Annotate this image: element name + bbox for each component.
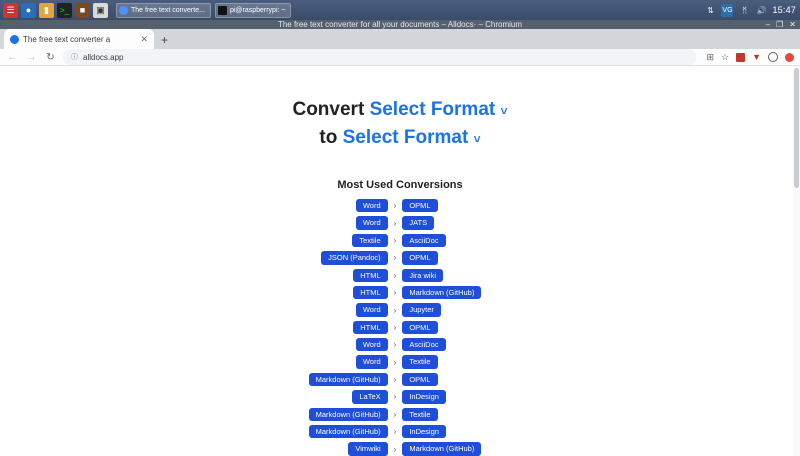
conversion-from-chip[interactable]: Word <box>356 216 388 229</box>
app-icon-1[interactable]: ■ <box>75 3 90 18</box>
conversion-row <box>306 286 495 299</box>
conversion-to-cell <box>402 425 494 438</box>
conversion-from-cell <box>306 390 388 403</box>
browser-toolbar <box>0 49 800 66</box>
conversion-to-cell <box>402 216 494 229</box>
chromium-icon <box>119 6 128 15</box>
app-icon-2[interactable]: ▣ <box>93 3 108 18</box>
convert-label: Convert <box>292 99 365 120</box>
taskbar-task-terminal[interactable] <box>215 3 292 18</box>
bookmark-star-icon[interactable]: ☆ <box>721 51 730 62</box>
conversion-from-chip[interactable]: HTML <box>353 321 387 334</box>
conversion-to-cell <box>402 199 494 212</box>
conversion-to-chip[interactable]: OPML <box>402 251 437 264</box>
cpu-badge[interactable]: VG <box>721 4 733 17</box>
to-label: to <box>319 126 338 148</box>
shield-icon[interactable]: ▼ <box>752 52 761 62</box>
headline-line-2 <box>0 124 800 152</box>
conversion-to-chip[interactable]: OPML <box>402 321 437 334</box>
conversion-to-cell <box>402 442 494 455</box>
chevron-right-icon: › <box>393 236 397 246</box>
bluetooth-icon[interactable]: ᛗ <box>742 5 747 15</box>
conversion-from-chip[interactable]: Vimwiki <box>348 442 387 455</box>
menu-icon[interactable]: ☰ <box>3 3 18 18</box>
conversion-from-cell <box>306 373 388 386</box>
window-controls <box>766 20 796 29</box>
tab-favicon-icon <box>10 35 19 44</box>
conversion-from-cell <box>306 216 388 229</box>
chevron-right-icon: › <box>393 322 397 332</box>
conversion-row <box>306 199 495 212</box>
window-title: The free text converter for all your documents – Alldocs· – Chromium <box>277 20 523 29</box>
toolbar-actions <box>706 52 794 63</box>
conversion-from-cell <box>306 303 388 316</box>
conversion-from-cell <box>306 338 388 351</box>
chevron-down-icon[interactable]: ˅ <box>500 104 508 118</box>
terminal-icon[interactable]: >_ <box>57 3 72 18</box>
chevron-right-icon: › <box>393 444 397 454</box>
tabstrip <box>0 29 800 49</box>
chevron-right-icon: › <box>393 409 397 419</box>
conversion-from-chip[interactable]: Word <box>356 199 388 212</box>
conversion-row <box>306 373 495 386</box>
volume-icon[interactable]: 🔊 <box>756 5 767 15</box>
conversion-from-chip[interactable]: Markdown (GitHub) <box>309 425 388 438</box>
chevron-right-icon: › <box>393 392 397 402</box>
conversion-from-cell <box>306 199 388 212</box>
conversion-from-cell <box>306 355 388 368</box>
from-format-select[interactable]: Select Format <box>369 99 496 120</box>
maximize-button[interactable]: ❐ <box>776 20 784 29</box>
taskbar-tray <box>704 0 796 20</box>
chevron-right-icon: › <box>393 357 397 367</box>
conversion-row <box>306 269 495 282</box>
taskbar-window-list <box>116 3 291 18</box>
page-content <box>0 66 800 456</box>
chevron-right-icon: › <box>393 288 397 298</box>
conversion-from-cell <box>306 425 388 438</box>
conversion-to-chip[interactable]: JATS <box>402 216 434 229</box>
forward-icon[interactable]: → <box>26 51 37 63</box>
conversion-row <box>306 425 495 438</box>
chevron-right-icon: › <box>393 375 397 385</box>
conversion-from-chip[interactable]: Markdown (GitHub) <box>309 373 388 386</box>
conversion-from-cell <box>306 321 388 334</box>
lock-icon: ⓘ <box>71 54 78 61</box>
most-used-heading: Most Used Conversions <box>337 179 463 192</box>
chevron-right-icon: › <box>393 427 397 437</box>
conversion-from-chip[interactable]: Word <box>356 355 388 368</box>
conversion-to-chip[interactable]: Textile <box>402 355 437 368</box>
conversion-to-cell <box>402 373 494 386</box>
taskbar-task-browser[interactable] <box>116 3 211 18</box>
conversion-to-cell <box>402 303 494 316</box>
conversion-row <box>306 442 495 455</box>
to-format-select[interactable]: Select Format <box>342 126 469 148</box>
conversion-from-chip[interactable]: Textile <box>352 234 387 247</box>
conversion-from-cell <box>306 269 388 282</box>
file-manager-icon[interactable]: ▮ <box>39 3 54 18</box>
conversion-to-cell <box>402 338 494 351</box>
conversion-to-chip[interactable]: InDesign <box>402 390 446 403</box>
conversion-from-chip[interactable]: HTML <box>353 269 387 282</box>
new-tab-button[interactable]: + <box>161 33 169 47</box>
close-icon[interactable]: ✕ <box>140 33 148 44</box>
conversion-to-cell <box>402 390 494 403</box>
browser-window <box>0 20 800 454</box>
extensions-icon[interactable]: ⊞ <box>706 51 714 62</box>
headline-line-1 <box>0 96 800 124</box>
menu-close-icon[interactable] <box>785 53 794 62</box>
conversion-row <box>306 216 495 229</box>
conversion-to-chip[interactable]: OPML <box>402 373 437 386</box>
conversion-to-cell <box>402 321 494 334</box>
desktop-taskbar <box>0 0 800 20</box>
conversion-row <box>306 234 495 247</box>
conversions-list <box>0 199 800 456</box>
conversion-from-cell <box>306 408 388 421</box>
conversion-from-cell <box>306 234 388 247</box>
conversion-from-chip[interactable]: Word <box>356 303 388 316</box>
terminal-icon <box>218 6 227 15</box>
conversion-to-cell <box>402 408 494 421</box>
window-titlebar <box>0 20 800 29</box>
conversion-to-chip[interactable]: AsciiDoc <box>402 234 445 247</box>
conversion-to-cell <box>402 251 494 264</box>
conversion-from-cell <box>306 286 388 299</box>
chevron-right-icon: › <box>393 270 397 280</box>
conversion-from-chip[interactable]: Markdown (GitHub) <box>309 408 388 421</box>
conversion-to-chip[interactable]: Jira wiki <box>402 269 443 282</box>
page-title <box>0 96 800 151</box>
conversion-to-cell <box>402 355 494 368</box>
conversion-to-chip[interactable]: Jupyter <box>402 303 441 316</box>
conversion-to-cell <box>402 286 494 299</box>
clock: 15:47 <box>772 5 796 15</box>
taskbar-launchers <box>0 3 108 18</box>
network-icon[interactable]: ⇅ <box>707 5 714 15</box>
conversion-row <box>306 251 495 264</box>
close-button[interactable]: ✕ <box>789 20 796 29</box>
conversion-from-cell <box>306 442 388 455</box>
chevron-right-icon: › <box>393 253 397 263</box>
conversion-to-chip[interactable]: AsciiDoc <box>402 338 445 351</box>
conversion-row <box>306 408 495 421</box>
chevron-right-icon: › <box>393 218 397 228</box>
profile-avatar-icon[interactable] <box>768 52 778 62</box>
conversion-from-chip[interactable]: HTML <box>353 286 387 299</box>
taskbar-task-title: The free text converte... <box>131 6 205 14</box>
conversion-row <box>306 338 495 351</box>
address-bar[interactable] <box>63 49 696 65</box>
conversion-to-cell <box>402 269 494 282</box>
conversion-to-chip[interactable]: Markdown (GitHub) <box>402 286 481 299</box>
conversion-from-chip[interactable]: Word <box>356 338 388 351</box>
conversion-from-cell <box>306 251 388 264</box>
chevron-down-icon[interactable]: ˅ <box>473 131 481 146</box>
conversion-row <box>306 303 495 316</box>
chevron-right-icon: › <box>393 340 397 350</box>
chevron-right-icon: › <box>393 201 397 211</box>
address-bar-url: alldocs.app <box>83 52 124 62</box>
tab-title: The free text converter a <box>23 34 111 44</box>
conversion-row <box>306 390 495 403</box>
chevron-right-icon: › <box>393 305 397 315</box>
conversion-row <box>306 321 495 334</box>
conversion-to-chip[interactable]: OPML <box>402 199 437 212</box>
conversion-to-chip[interactable]: Markdown (GitHub) <box>402 442 481 455</box>
reload-icon[interactable]: ↻ <box>46 51 55 63</box>
conversion-to-chip[interactable]: InDesign <box>402 425 446 438</box>
conversion-to-chip[interactable]: Textile <box>402 408 437 421</box>
conversion-from-chip[interactable]: JSON (Pandoc) <box>321 251 388 264</box>
tab-alldocs[interactable] <box>4 29 154 49</box>
adblock-icon[interactable] <box>736 53 745 62</box>
browser-icon[interactable]: ● <box>21 3 36 18</box>
minimize-button[interactable]: – <box>765 20 771 29</box>
conversion-from-chip[interactable]: LaTeX <box>352 390 387 403</box>
conversion-to-cell <box>402 234 494 247</box>
page-scrollbar[interactable] <box>793 66 800 456</box>
taskbar-task-title: pi@raspberrypi: ~ <box>229 6 286 14</box>
conversion-row <box>306 355 495 368</box>
scrollbar-thumb[interactable] <box>794 68 799 188</box>
back-icon[interactable]: ← <box>7 51 18 63</box>
